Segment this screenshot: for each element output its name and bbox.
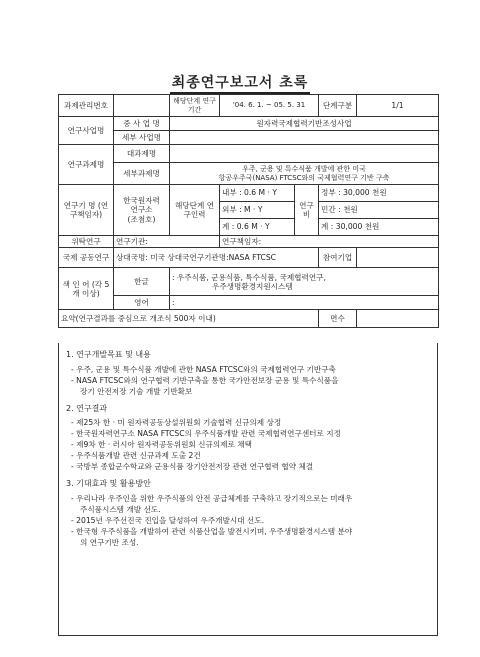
section-heading: 1. 연구개발목표 및 내용 xyxy=(66,350,151,359)
pages-value xyxy=(357,310,439,328)
consign-pi: 연구책임자: xyxy=(220,236,439,248)
fund-private: 민간 : 천원 xyxy=(319,202,439,219)
section-goals xyxy=(59,349,437,397)
stage-div-label: 단계구분 xyxy=(319,95,357,117)
participant-label: 참여기업 xyxy=(319,248,357,268)
consign-label: 위탁연구 xyxy=(59,236,114,248)
big-task-value xyxy=(170,145,439,163)
list-item: - 한국형 우주식품을 개발하여 관련 식품산업을 발전시키며, 우주생명환경시스템 분야 의 연구기반 조성. xyxy=(71,526,353,547)
fund-total: 계 : 30,000 천원 xyxy=(319,219,439,236)
list-item: - 국방부 종합군수학교와 군용식품 장기안전저장 관련 연구협력 협약 체결 xyxy=(71,462,314,472)
section-heading: 3. 기대효과 및 활용방안 xyxy=(66,479,151,489)
list-item: - 2015년 우주선진국 진입을 달성하여 우주개발시대 선도. xyxy=(71,515,265,525)
big-task-label: 대과제명 xyxy=(114,145,170,163)
pages-label: 면수 xyxy=(319,310,357,328)
mgmt-no-label: 과제관리번호 xyxy=(59,95,114,117)
participant-value xyxy=(357,248,439,268)
list-item: - 우주, 군용 및 특수식품 개발에 관한 NASA FTCSC와의 국제협력연구 기반구축 xyxy=(71,364,336,374)
mid-project-label: 중 사 업 명 xyxy=(114,117,170,131)
consign-org: 연구기관: xyxy=(114,236,220,248)
pi-label: 연구기 명 (연구책임자) xyxy=(59,185,114,236)
keyword-kr-value: : 우주식품, 군용식품, 특수식품, 국제협력연구, 우주생명환경지원시스템 xyxy=(170,268,439,296)
detail-task-label: 세부과제명 xyxy=(114,163,170,185)
period-value: '04. 6. 1. ~ 05. 5. 31 xyxy=(220,95,319,117)
sub-project-label: 세부 사업명 xyxy=(114,131,170,145)
pi-org: 한국원자력 연구소 (조첨호) xyxy=(114,185,170,236)
document-title: 최종연구보고서 초록 xyxy=(0,72,480,92)
period-stage-label: 해당단계 연구기간 xyxy=(170,95,220,117)
section-results xyxy=(59,403,437,473)
section-heading: 2. 연구결과 xyxy=(66,403,108,413)
mgmt-no-value xyxy=(114,95,170,117)
list-item: - NASA FTCSC와의 연구협력 기반구축을 통한 국가안전보장 군용 및 특수식품을 장기 안전저장 기술 개발 기반확보 xyxy=(71,375,339,396)
report-form-table xyxy=(58,94,439,328)
fund-gov: 정부 : 30,000 천원 xyxy=(319,185,439,202)
task-label: 연구과제명 xyxy=(59,145,114,185)
staff-outer: 외부 : M · Y xyxy=(220,202,295,219)
summary-body xyxy=(58,343,438,636)
stage-div-value: 1/1 xyxy=(357,95,439,117)
funds-label: 연구비 xyxy=(295,185,319,236)
list-item: - 우리나라 우주인을 위한 우주식품의 안전 공급체계를 구축하고 장기적으로는 미래우 주식품시스템 개발 선도. xyxy=(71,493,353,514)
summary-label: 요약(연구결과를 중심으로 개조식 500자 이내) xyxy=(59,310,319,328)
joint-label: 국제 공동연구 xyxy=(59,248,114,268)
list-item: - 한국원자력연구소 NASA FTCSC의 우주식품개발 관련 국제협력연구센터로 지정 xyxy=(71,429,341,439)
keyword-en-label: 영어 xyxy=(114,296,170,310)
keyword-kr-label: 한글 xyxy=(114,268,170,296)
sub-project-value xyxy=(170,131,439,145)
keyword-label: 색 인 어 (각 5개 이상) xyxy=(59,268,114,310)
project-label: 연구사업명 xyxy=(59,117,114,145)
section-effects xyxy=(59,478,437,548)
stage-staff-label: 해당단계 연구인력 xyxy=(170,185,220,236)
list-item: - 우주식품개발 관련 신규과제 도출 2건 xyxy=(71,451,201,461)
keyword-en-value: : xyxy=(170,296,439,310)
joint-value: 상대국명: 미국 상대국연구기관명:NASA FTCSC xyxy=(114,248,319,268)
staff-inner: 내부 : 0.6 M · Y xyxy=(220,185,295,202)
detail-task-value: 우주, 군용 및 특수식품 개발에 관한 미국 항공우주국(NASA) FTCSC와의 국제협력연구 기반 구축 xyxy=(170,163,439,185)
mid-project-value: 원자력국제협력기반조성사업 xyxy=(170,117,439,131)
list-item: - 제9차 한 · 러시아 원자력공동위원회 신규의제로 채택 xyxy=(71,440,252,450)
list-item: - 제25차 한 · 미 원자력공동상설위원회 기술협력 신규의제 상정 xyxy=(71,418,282,428)
staff-total: 계 : 0.6 M · Y xyxy=(220,219,295,236)
